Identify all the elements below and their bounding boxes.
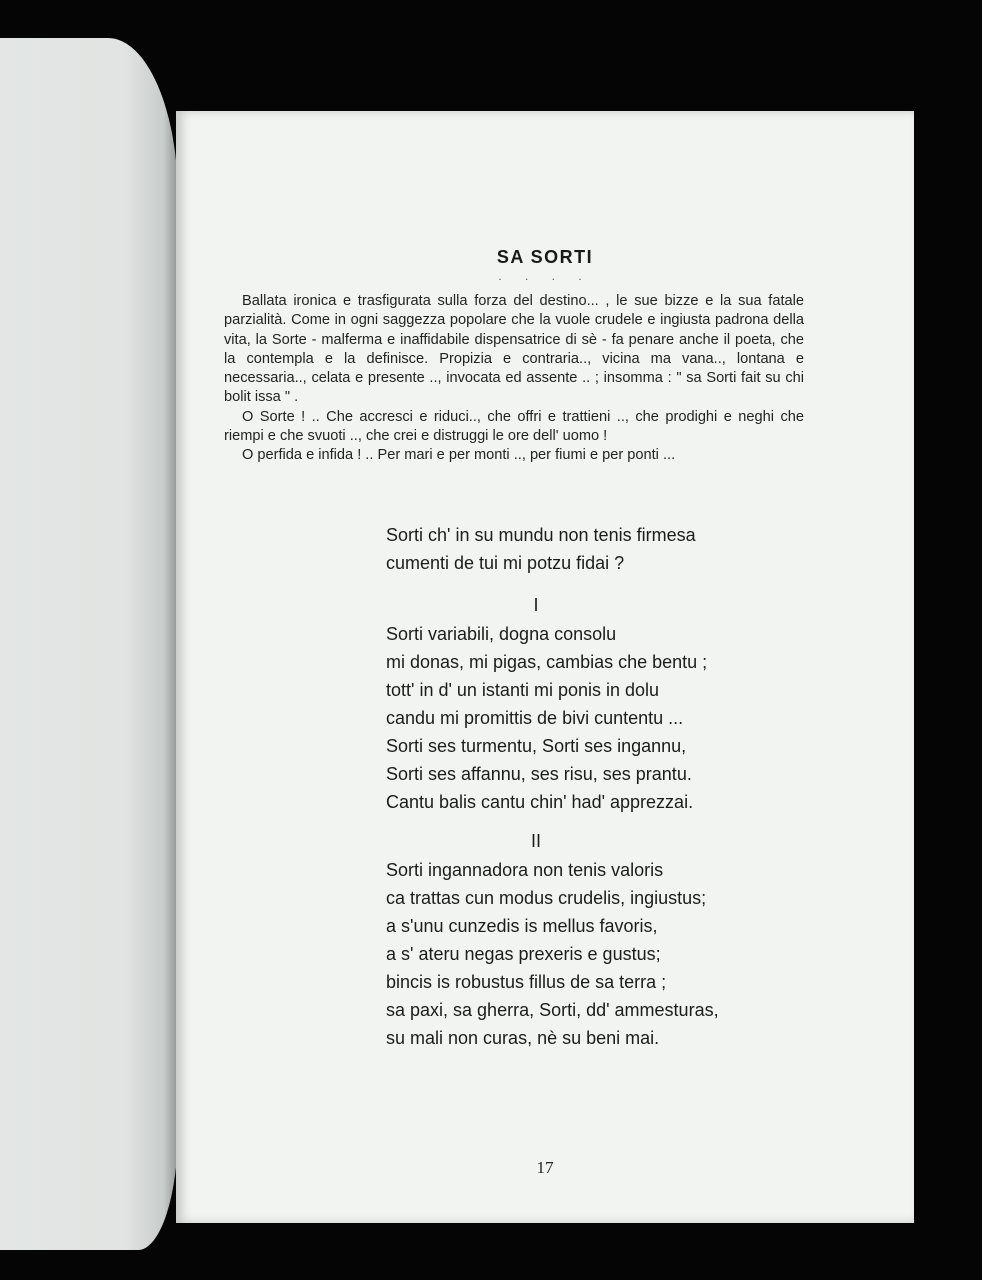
refrain-line: cumenti de tui mi potzu fidai ? [386, 553, 625, 573]
stanza-numeral: II [530, 831, 541, 851]
refrain [386, 521, 806, 577]
verse-line: a s'unu cunzedis is mellus favoris, [386, 916, 658, 936]
intro-paragraph: O Sorte ! .. Che accresci e riduci.., che offri e trattieni .., che prodighi e neghi che riempi e che svuoti .., che crei e distruggi le ore dell' uomo ! [224, 408, 804, 445]
verse-line: su mali non curas, nè su beni mai. [386, 1028, 660, 1048]
verse-line: Sorti ses affannu, ses risu, ses prantu. [386, 764, 692, 784]
stanza-2 [386, 826, 806, 1052]
poem-title: SA SORTI [496, 247, 594, 267]
intro-text [224, 292, 804, 466]
stanza-numeral: I [533, 595, 539, 615]
book-page [176, 111, 914, 1223]
stanza-1 [386, 590, 806, 816]
refrain-line: Sorti ch' in su mundu non tenis firmesa [386, 525, 696, 545]
verse-line: Sorti ses turmentu, Sorti ses ingannu, [386, 736, 687, 756]
verse-line: bincis is robustus fillus de sa terra ; [386, 972, 667, 992]
poem [386, 521, 806, 1062]
intro-paragraph: Ballata ironica e trasfigurata sulla forza del destino... , le sue bizze e la sua fatale parzialità. Come in ogni saggezza popolare che la vuole crudele e ingiusta padrona della vita, la Sorte - malferma e inaffidabile dispensatrice di sè - fa penare anche il poeta, che la contempla e la definisce. Propizia e contraria.., vicina ma vana.., lontana e necessaria.., celata e presente .., invocata ed assente .. ; insomma : " sa Sorti fait su chi bolit issa " . [224, 293, 804, 406]
verse-line: tott' in d' un istanti mi ponis in dolu [386, 680, 660, 700]
verse-line: Sorti ingannadora non tenis valoris [386, 860, 664, 880]
left-page-edge [0, 38, 178, 1250]
verse-line: mi donas, mi pigas, cambias che bentu ; [386, 652, 708, 672]
verse-line: ca trattas cun modus crudelis, ingiustus; [386, 888, 707, 908]
verse-line: Cantu balis cantu chin' had' apprezzai. [386, 792, 694, 812]
verse-line: a s' ateru negas prexeris e gustus; [386, 944, 661, 964]
intro-paragraph: O perfida e infida ! .. Per mari e per monti .., per fiumi e per ponti ... [242, 447, 676, 464]
title-ornament: . . . . [498, 269, 592, 283]
page-number: 17 [536, 1158, 554, 1177]
verse-line: Sorti variabili, dogna consolu [386, 624, 617, 644]
verse-line: sa paxi, sa gherra, Sorti, dd' ammesturas, [386, 1000, 719, 1020]
verse-line: candu mi promittis de bivi cuntentu ... [386, 708, 684, 728]
